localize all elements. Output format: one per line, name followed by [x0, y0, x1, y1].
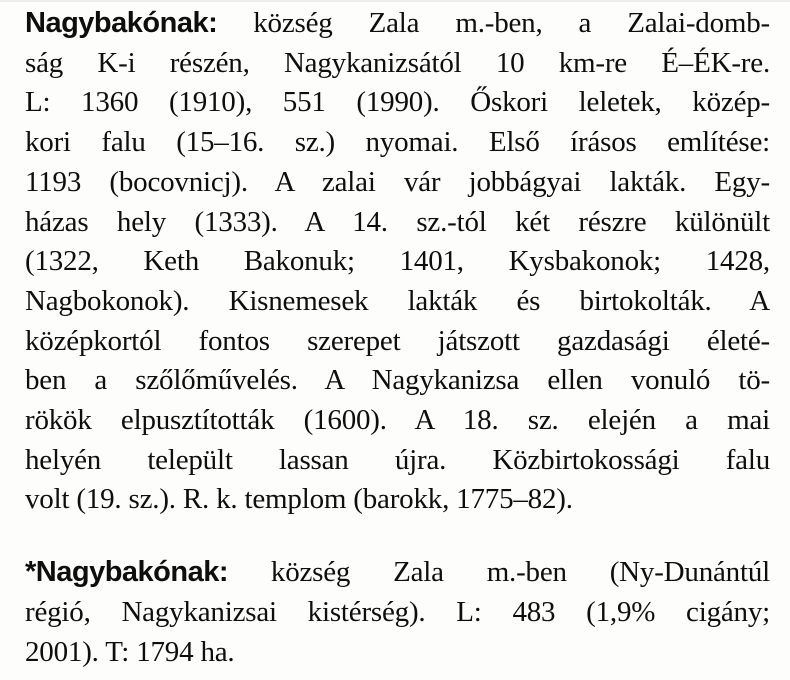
entry-line-text: ben a szőlőművelés. A Nagykanizsa ellen vonuló tö- — [25, 364, 770, 397]
entry-line-text: rökök elpusztították (1600). A 18. sz. elején a mai — [25, 404, 770, 437]
entry-line — [25, 593, 770, 633]
entry-line — [25, 44, 770, 84]
entry-line-text: község Zala m.-ben, a Zalai-domb- — [217, 7, 770, 39]
entry-line — [25, 322, 770, 362]
entry-line — [25, 4, 770, 44]
entry-line-text: házas hely (1333). A 14. sz.-tól két részre különült — [25, 205, 770, 238]
entry-line — [25, 480, 770, 520]
entry-line — [25, 83, 770, 123]
entry-line-text: 2001). T: 1794 ha. — [25, 635, 235, 668]
entry-line — [25, 163, 770, 203]
entry-line — [25, 441, 770, 481]
entry-line — [25, 401, 770, 441]
entry-line-text: L: 1360 (1910), 551 (1990). Őskori leletek, közép- — [25, 86, 770, 119]
entry-line — [25, 282, 770, 322]
entry-line-text: volt (19. sz.). R. k. templom (barokk, 1775–82). — [25, 483, 573, 516]
entry-line-text: Nagbokonok). Kisnemesek lakták és birtokolták. A — [25, 284, 770, 317]
dictionary-entry-nagybakonak-1 — [25, 4, 770, 520]
entry-line-text: középkortól fontos szerepet játszott gazdasági életé- — [25, 324, 770, 357]
entry-line-text: ság K-i részén, Nagykanizsától 10 km-re É–ÉK-re. — [25, 46, 770, 79]
entry-line-text: helyén települt lassan újra. Közbirtokossági falu — [25, 443, 770, 476]
entry-line — [25, 123, 770, 163]
entry-line — [25, 361, 770, 401]
entry-headword: *Nagybakónak: — [25, 556, 229, 589]
entry-line — [25, 633, 770, 673]
entry-line-text: régió, Nagykanizsai kistérség). L: 483 (1,9% cigány; — [25, 595, 770, 628]
entry-line-text: község Zala m.-ben (Ny-Dunántúl — [228, 556, 770, 589]
entry-line — [25, 242, 770, 282]
entry-line-text: (1322, Keth Bakonuk; 1401, Kysbakonok; 1428, — [25, 245, 770, 278]
entry-line-text: 1193 (bocovnicj). A zalai vár jobbágyai lakták. Egy- — [25, 165, 770, 198]
dictionary-entry-nagybakonak-2 — [25, 553, 770, 672]
entry-line — [25, 203, 770, 243]
entry-line-text: kori falu (15–16. sz.) nyomai. Első írásos említése: — [25, 126, 770, 159]
entry-headword: Nagybakónak: — [25, 7, 218, 39]
entry-line — [25, 553, 770, 593]
